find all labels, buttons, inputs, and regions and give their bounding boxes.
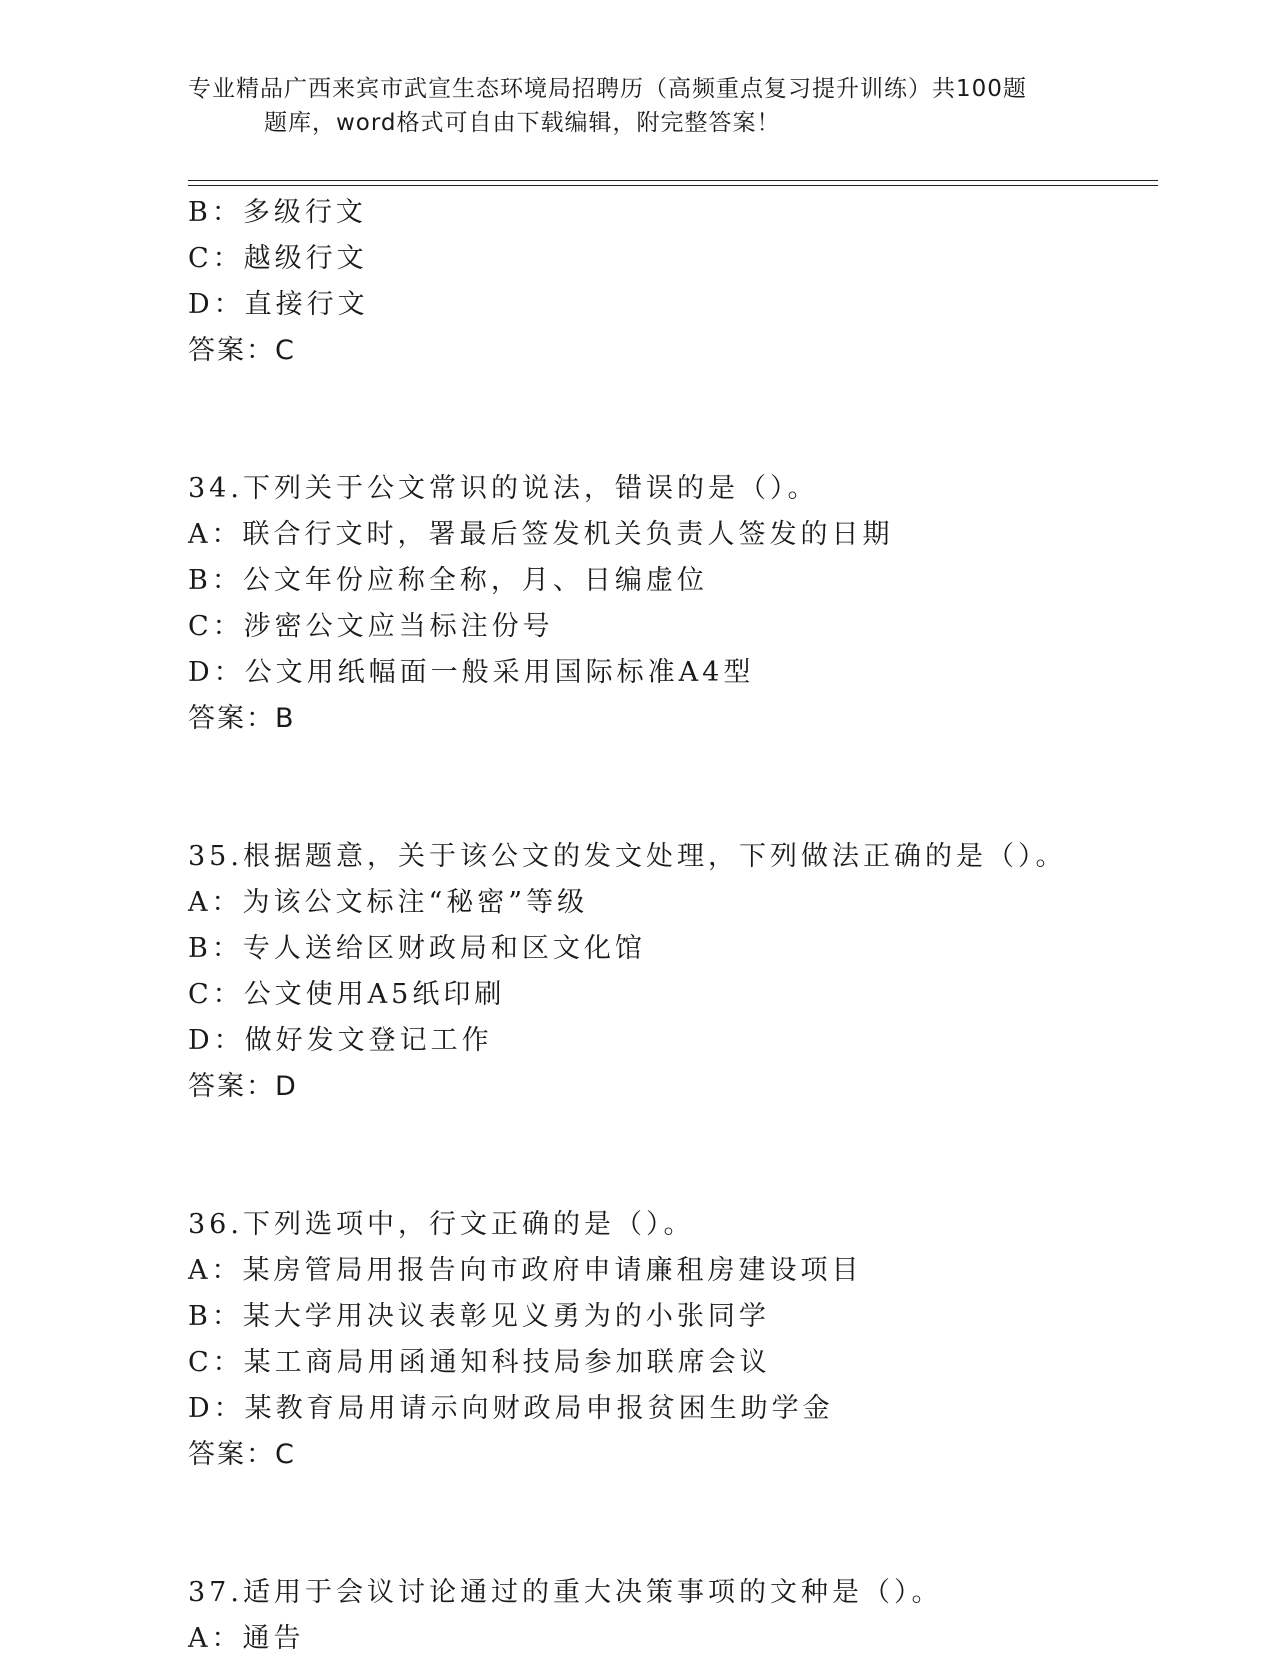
option-a: A：联合行文时，署最后签发机关负责人签发的日期 bbox=[188, 519, 894, 550]
question-stem: 34.下列关于公文常识的说法，错误的是（）。 bbox=[188, 473, 819, 504]
option-d: D：公文用纸幅面一般采用国际标准A4型 bbox=[188, 657, 755, 688]
option-c: C：越级行文 bbox=[188, 243, 368, 274]
answer: 答案：B bbox=[188, 703, 296, 734]
answer: 答案：D bbox=[188, 1071, 298, 1102]
question-35 bbox=[188, 834, 1148, 1110]
header-title-line1: 专业精品广西来宾市武宣生态环境局招聘历（高频重点复习提升训练）共100题 bbox=[188, 76, 1027, 102]
question-33-tail bbox=[188, 190, 1148, 374]
spacer bbox=[188, 1478, 1148, 1570]
option-b: B：公文年份应称全称，月、日编虚位 bbox=[188, 565, 708, 596]
question-36 bbox=[188, 1202, 1148, 1478]
answer: 答案：C bbox=[188, 1439, 296, 1470]
header-divider-top bbox=[188, 180, 1158, 181]
option-a: A：某房管局用报告向市政府申请廉租房建设项目 bbox=[188, 1255, 863, 1286]
option-c: C：某工商局用函通知科技局参加联席会议 bbox=[188, 1347, 771, 1378]
option-c: C：公文使用A5纸印刷 bbox=[188, 979, 506, 1010]
option-b: B：专人送给区财政局和区文化馆 bbox=[188, 933, 646, 964]
option-d: D：做好发文登记工作 bbox=[188, 1025, 493, 1056]
option-d: D：直接行文 bbox=[188, 289, 369, 320]
spacer bbox=[188, 1110, 1148, 1202]
option-b: B：多级行文 bbox=[188, 197, 367, 228]
option-a: A：通告 bbox=[188, 1623, 305, 1654]
question-34 bbox=[188, 466, 1148, 742]
header-divider-bottom bbox=[188, 185, 1158, 186]
header-title-line2: 题库，word格式可自由下载编辑，附完整答案！ bbox=[264, 110, 781, 136]
option-d: D：某教育局用请示向财政局申报贫困生助学金 bbox=[188, 1393, 834, 1424]
question-list bbox=[188, 190, 1148, 1662]
option-c: C：涉密公文应当标注份号 bbox=[188, 611, 554, 642]
question-stem: 36.下列选项中，行文正确的是（）。 bbox=[188, 1209, 695, 1240]
option-a: A：为该公文标注“秘密”等级 bbox=[188, 887, 589, 918]
document-header bbox=[188, 72, 1088, 140]
spacer bbox=[188, 742, 1148, 834]
spacer bbox=[188, 374, 1148, 466]
question-stem: 35.根据题意，关于该公文的发文处理，下列做法正确的是（）。 bbox=[188, 841, 1067, 872]
question-37 bbox=[188, 1570, 1148, 1662]
answer: 答案：C bbox=[188, 335, 296, 366]
option-b: B：某大学用决议表彰见义勇为的小张同学 bbox=[188, 1301, 770, 1332]
question-stem: 37.适用于会议讨论通过的重大决策事项的文种是（）。 bbox=[188, 1577, 943, 1608]
